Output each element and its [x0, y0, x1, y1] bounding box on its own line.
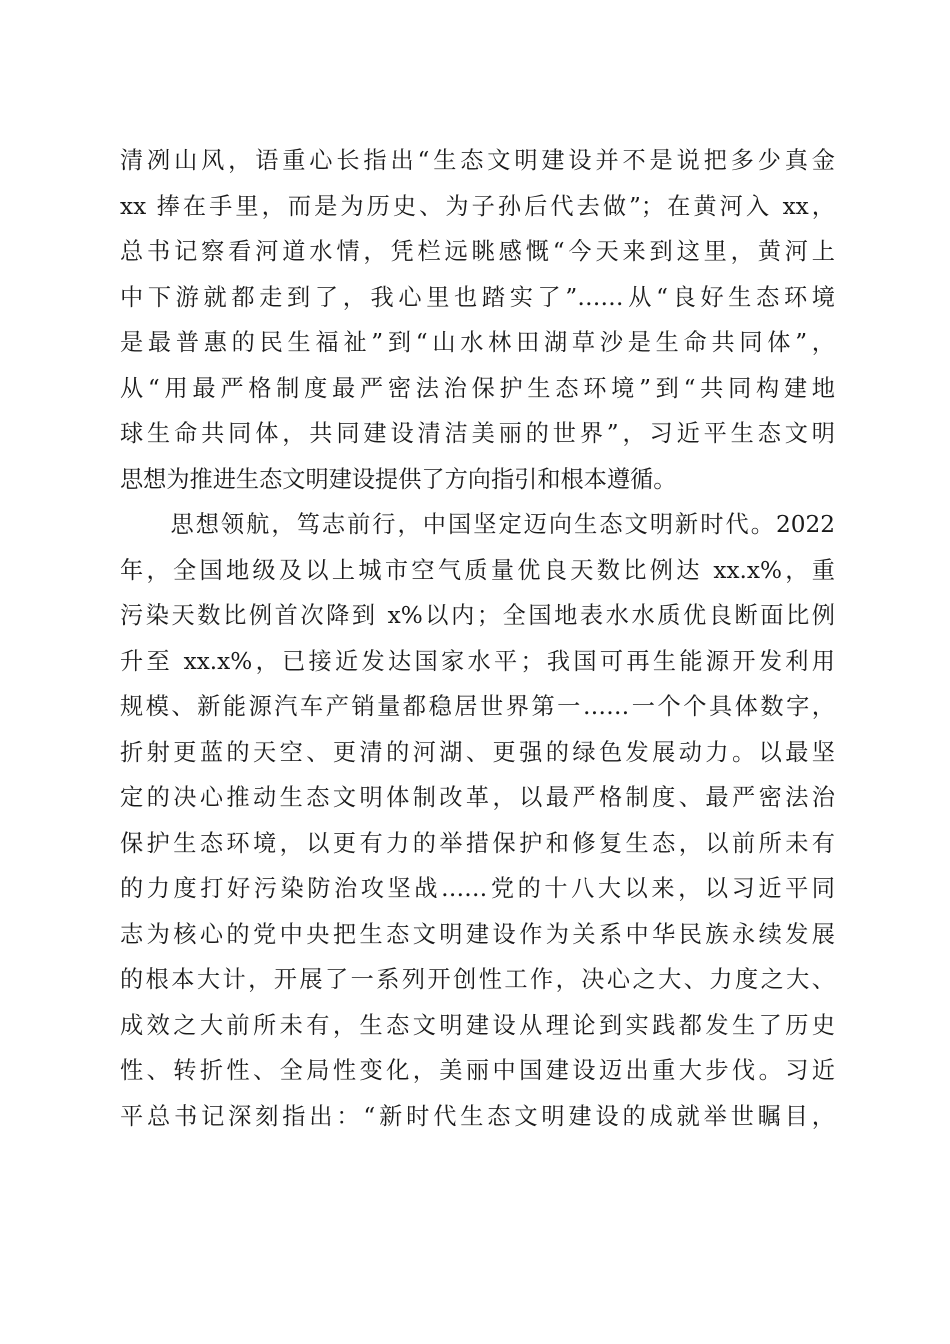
text-line: 性、转折性、全局性变化，美丽中国建设迈出重大步伐。习近	[120, 1057, 835, 1084]
text-line: 中下游就都走到了，我心里也踏实了”……从“良好生态环境	[120, 283, 835, 311]
text-line: 规模、新能源汽车产销量都稳居世界第一……一个个具体数字，	[120, 693, 835, 720]
text-line: 总书记察看河道水情，凭栏远眺感慨“今天来到这里，黄河上	[120, 238, 835, 265]
text-line: 的力度打好污染防治攻坚战……党的十八大以来，以习近平同	[120, 875, 835, 902]
paragraph-1	[120, 138, 835, 502]
text-line: xx 捧在手里，而是为历史、为子孙后代去做”；在黄河入 xx，	[120, 192, 835, 220]
text-line: 思想为推进生态文明建设提供了方向指引和根本遵循。	[120, 465, 677, 493]
body-text	[120, 138, 835, 1139]
text-line: 思想领航，笃志前行，中国坚定迈向生态文明新时代。2022	[120, 511, 835, 538]
text-line: 球生命共同体，共同建设清洁美丽的世界”，习近平生态文明	[120, 420, 835, 447]
text-line: 志为核心的党中央把生态文明建设作为关系中华民族永续发展	[120, 920, 835, 948]
paragraph-2	[120, 502, 835, 1139]
text-line: 折射更蓝的天空、更清的河湖、更强的绿色发展动力。以最坚	[120, 738, 835, 766]
text-line: 污染天数比例首次降到 x%以内；全国地表水水质优良断面比例	[120, 602, 835, 629]
text-line: 定的决心推动生态文明体制改革，以最严格制度、最严密法治	[120, 784, 835, 811]
text-line: 成效之大前所未有，生态文明建设从理论到实践都发生了历史	[120, 1011, 835, 1039]
text-line: 从“用最严格制度最严密法治保护生态环境”到“共同构建地	[120, 374, 835, 402]
text-line: 是最普惠的民生福祉”到“山水林田湖草沙是生命共同体”，	[120, 329, 835, 356]
text-line: 清冽山风，语重心长指出“生态文明建设并不是说把多少真金	[120, 147, 835, 174]
text-line: 升至 xx.x%，已接近发达国家水平；我国可再生能源开发利用	[120, 647, 835, 675]
text-line: 的根本大计，开展了一系列开创性工作，决心之大、力度之大、	[120, 966, 835, 993]
text-line: 年，全国地级及以上城市空气质量优良天数比例达 xx.x%，重	[120, 556, 835, 584]
text-line: 保护生态环境，以更有力的举措保护和修复生态，以前所未有	[120, 829, 835, 857]
text-line: 平总书记深刻指出：“新时代生态文明建设的成就举世瞩目，	[120, 1102, 835, 1130]
